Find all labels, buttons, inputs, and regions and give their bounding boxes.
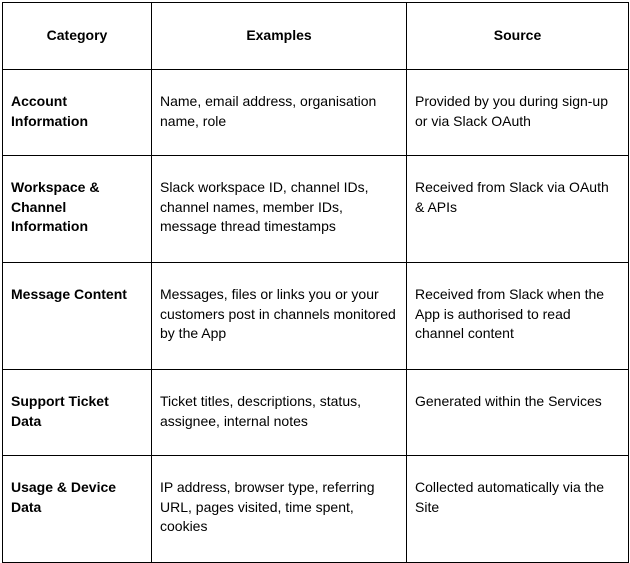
cell-category: Support Ticket Data bbox=[3, 370, 152, 456]
cell-source: Generated within the Services bbox=[407, 370, 629, 456]
cell-source: Provided by you during sign-up or via Slack OAuth bbox=[407, 70, 629, 156]
cell-category: Workspace & Channel Information bbox=[3, 156, 152, 263]
cell-category: Usage & Device Data bbox=[3, 456, 152, 563]
table-body bbox=[3, 70, 629, 563]
table-row bbox=[3, 263, 629, 370]
table-header bbox=[3, 3, 629, 70]
header-source: Source bbox=[407, 3, 629, 70]
header-examples: Examples bbox=[152, 3, 407, 70]
cell-category: Message Content bbox=[3, 263, 152, 370]
cell-source: Received from Slack when the App is authorised to read channel content bbox=[407, 263, 629, 370]
cell-category: Account Information bbox=[3, 70, 152, 156]
table-row bbox=[3, 156, 629, 263]
cell-examples: Ticket titles, descriptions, status, assignee, internal notes bbox=[152, 370, 407, 456]
cell-source: Collected automatically via the Site bbox=[407, 456, 629, 563]
table-row bbox=[3, 370, 629, 456]
cell-examples: Messages, files or links you or your customers post in channels monitored by the App bbox=[152, 263, 407, 370]
table-row bbox=[3, 456, 629, 563]
header-category: Category bbox=[3, 3, 152, 70]
cell-examples: Slack workspace ID, channel IDs, channel names, member IDs, message thread timestamps bbox=[152, 156, 407, 263]
cell-examples: Name, email address, organisation name, role bbox=[152, 70, 407, 156]
data-categories-table bbox=[2, 2, 629, 563]
cell-examples: IP address, browser type, referring URL, pages visited, time spent, cookies bbox=[152, 456, 407, 563]
cell-source: Received from Slack via OAuth & APIs bbox=[407, 156, 629, 263]
table-row bbox=[3, 70, 629, 156]
header-row bbox=[3, 3, 629, 70]
